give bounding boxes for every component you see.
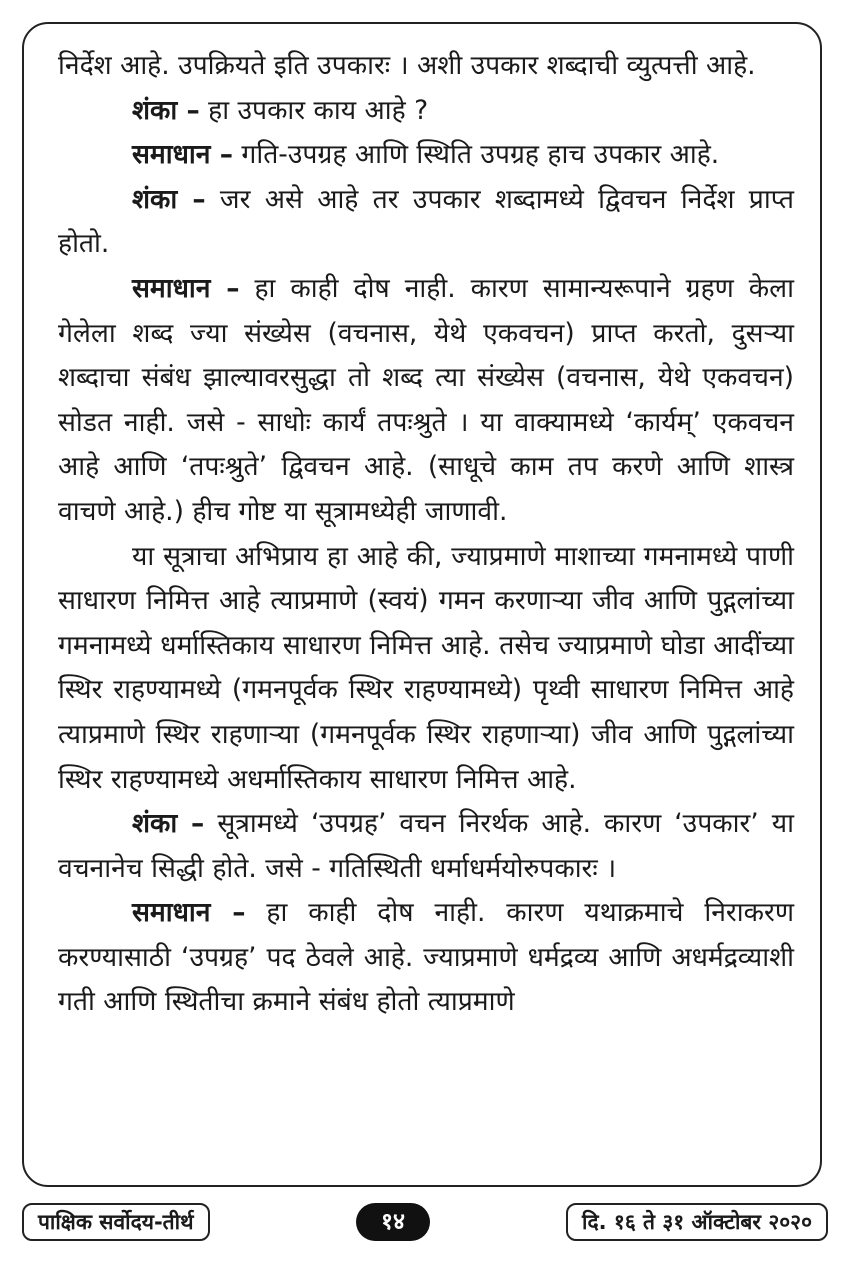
paragraph-answer xyxy=(58,267,794,535)
paragraph-explanation xyxy=(58,535,794,803)
page-body xyxy=(58,44,794,1025)
footer-issue-date: दि. १६ ते ३१ ऑक्टोबर २०२० xyxy=(566,1203,828,1241)
paragraph-question xyxy=(58,178,794,267)
paragraph-lead: शंका – xyxy=(132,183,206,215)
footer-publication-name: पाक्षिक सर्वोदय-तीर्थ xyxy=(22,1203,210,1241)
paragraph-text: निर्देश आहे. उपक्रियते इति उपकारः । अशी उपकार शब्दाची व्युत्पत्ती आहे. xyxy=(58,50,756,81)
paragraph-answer xyxy=(58,133,794,178)
paragraph-answer xyxy=(58,891,794,1025)
paragraph-text: हा काही दोष नाही. कारण सामान्यरूपाने ग्रहण केला गेलेला शब्द ज्या संख्येस (वचनास, येथे एकवचन) प्राप्त करतो, दुसऱ्या शब्दाचा संबंध झाल्यावरसुद्धा तो शब्द त्या संख्येस (वचनास, येथे एकवचन) सोडत नाही. जसे - साधोः कार्यं तपःश्रुते । या वाक्यामध्ये ‘कार्यम्’ एकवचन आहे आणि ‘तपःश्रुते’ द्विवचन आहे. (साधूचे काम तप करणे आणि शास्त्र वाचणे आहे.) हीच गोष्ट या सूत्रामध्येही जाणावी. xyxy=(58,272,794,527)
paragraph-lead: समाधान – xyxy=(132,897,246,929)
paragraph-text: हा काही दोष नाही. कारण यथाक्रमाचे निराकरण करण्यासाठी ‘उपग्रह’ पद ठेवले आहे. ज्याप्रमाणे धर्मद्रव्य आणि अधर्मद्रव्याशी गती आणि स्थितीचा क्रमाने संबंध होतो त्याप्रमाणे xyxy=(58,897,794,1018)
paragraph-question xyxy=(58,802,794,891)
paragraph-question xyxy=(58,89,794,134)
paragraph-continuation xyxy=(58,44,794,89)
paragraph-text: जर असे आहे तर उपकार शब्दामध्ये द्विवचन निर्देश प्राप्त होतो. xyxy=(58,183,794,260)
paragraph-lead: शंका – xyxy=(132,94,200,126)
paragraph-lead: शंका – xyxy=(132,808,205,840)
paragraph-text: गति-उपग्रह आणि स्थिति उपग्रह हाच उपकार आहे. xyxy=(232,139,720,171)
paragraph-lead: समाधान – xyxy=(132,272,240,304)
paragraph-text: सूत्रामध्ये ‘उपग्रह’ वचन निरर्थक आहे. कारण ‘उपकार’ या वचनानेच सिद्धी होते. जसे - गतिस्थिती धर्माधर्मयोरुपकारः । xyxy=(58,808,794,884)
footer-page-number: १४ xyxy=(356,1203,430,1241)
paragraph-text: या सूत्राचा अभिप्राय हा आहे की, ज्याप्रमाणे माशाच्या गमनामध्ये पाणी साधारण निमित्त आहे त्याप्रमाणे (स्वयं) गमन करणाऱ्या जीव आणि पुद्गलांच्या गमनामध्ये धर्मास्तिकाय साधारण निमित्त आहे. तसेच ज्याप्रमाणे घोडा आदींच्या स्थिर राहण्यामध्ये (गमनपूर्वक स्थिर राहण्यामध्ये) पृथ्वी साधारण निमित्त आहे त्याप्रमाणे स्थिर राहणाऱ्या (गमनपूर्वक स्थिर राहणाऱ्या) जीव आणि पुद्गलांच्या स्थिर राहण्यामध्ये अधर्मास्तिकाय साधारण निमित्त आहे. xyxy=(58,540,794,795)
paragraph-lead: समाधान – xyxy=(132,139,233,171)
paragraph-text: हा उपकार काय आहे ? xyxy=(199,94,429,126)
